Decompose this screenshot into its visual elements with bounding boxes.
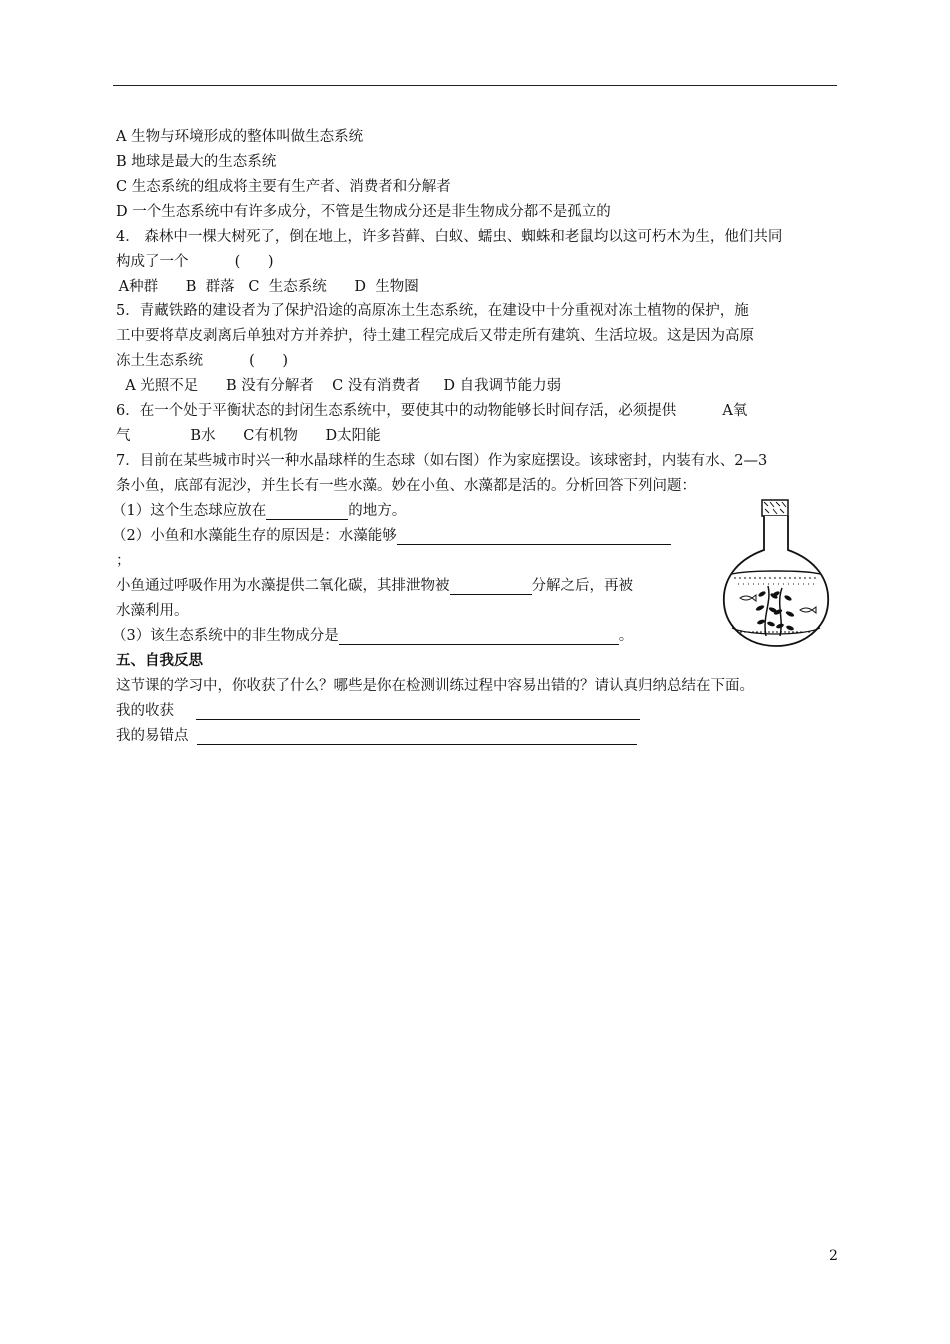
q7-sub2c: 水藻利用。 (116, 603, 189, 619)
q6-stem-line1: 6．在一个处于平衡状态的封闭生态系统中，要使其中的动物能够长时间存活，必须提供 A氧 (116, 403, 748, 419)
q4-stem-line1: 4． 森林中一棵大树死了，倒在地上，许多苔藓、白蚁、蠕虫、蜘蛛和老鼠均以这可朽木为生，他们共同 (116, 229, 783, 245)
q7-stem-line1: 7．目前在某些城市时兴一种水晶球样的生态球（如右图）作为家庭摆设。该球密封，内装有水、2—3 (116, 453, 768, 469)
error-row: 我的易错点 (116, 727, 637, 745)
q6-stem-line2: 气 B水 C有机物 D太阳能 (116, 428, 381, 444)
q7-sub2: （2）小鱼和水藻能生存的原因是：水藻能够 (112, 527, 671, 545)
header-rule (113, 85, 837, 86)
gain-row: 我的收获 (116, 702, 640, 720)
q3-option-c: C 生态系统的组成将主要有生产者、消费者和分解者 (116, 179, 451, 195)
q3-option-b: B 地球是最大的生态系统 (116, 154, 277, 170)
q7-sub1: （1）这个生态球应放在 的地方。 (112, 503, 407, 519)
q4-stem-line2: 构成了一个 ( ) (116, 254, 274, 270)
q7-sub3: （3）该生态系统中的非生物成分是 。 (112, 628, 634, 644)
q5-stem-line1: 5．青藏铁路的建设者为了保护沿途的高原冻土生态系统，在建设中十分重视对冻土植物的保护，施 (116, 303, 749, 319)
section5-heading: 五、自我反思 (116, 653, 203, 669)
gain-blank[interactable] (196, 705, 640, 720)
q7-sub2b-blank[interactable] (450, 580, 532, 595)
q5-options: A 光照不足 B 没有分解者 C 没有消费者 D 自我调节能力弱 (116, 378, 562, 394)
q7-stem-line2: 条小鱼，底部有泥沙，并生长有一些水藻。妙在小鱼、水藻都是活的。分析回答下列问题： (116, 478, 696, 494)
q4-options: A种群 B 群落 C 生态系统 D 生物圈 (114, 279, 419, 295)
q3-option-d: D 一个生态系统中有许多成分，不管是生物成分还是非生物成分都不是孤立的 (116, 204, 611, 220)
q7-sub3-blank[interactable] (339, 630, 619, 645)
page-number: 2 (829, 1248, 838, 1264)
q7-sub2-blank[interactable] (397, 530, 671, 545)
q3-option-a: A 生物与环境形成的整体叫做生态系统 (116, 129, 364, 145)
q7-sub2-tail: ； (116, 553, 131, 569)
q5-stem-line3: 冻土生态系统 ( ) (116, 353, 289, 369)
q7-sub1-blank[interactable] (266, 505, 348, 520)
q7-sub2b: 小鱼通过呼吸作用为水藻提供二氧化碳，其排泄物被 分解之后，再被 (116, 578, 633, 594)
eco-sphere-flask-illustration (718, 498, 834, 650)
section5-prompt: 这节课的学习中，你收获了什么？哪些是你在检测训练过程中容易出错的？请认真归纳总结在下面。 (116, 678, 754, 694)
error-blank[interactable] (197, 730, 637, 745)
q5-stem-line2: 工中要将草皮剥离后单独对方并养护，待土建工程完成后又带走所有建筑、生活垃圾。这是因为高原 (116, 328, 754, 344)
